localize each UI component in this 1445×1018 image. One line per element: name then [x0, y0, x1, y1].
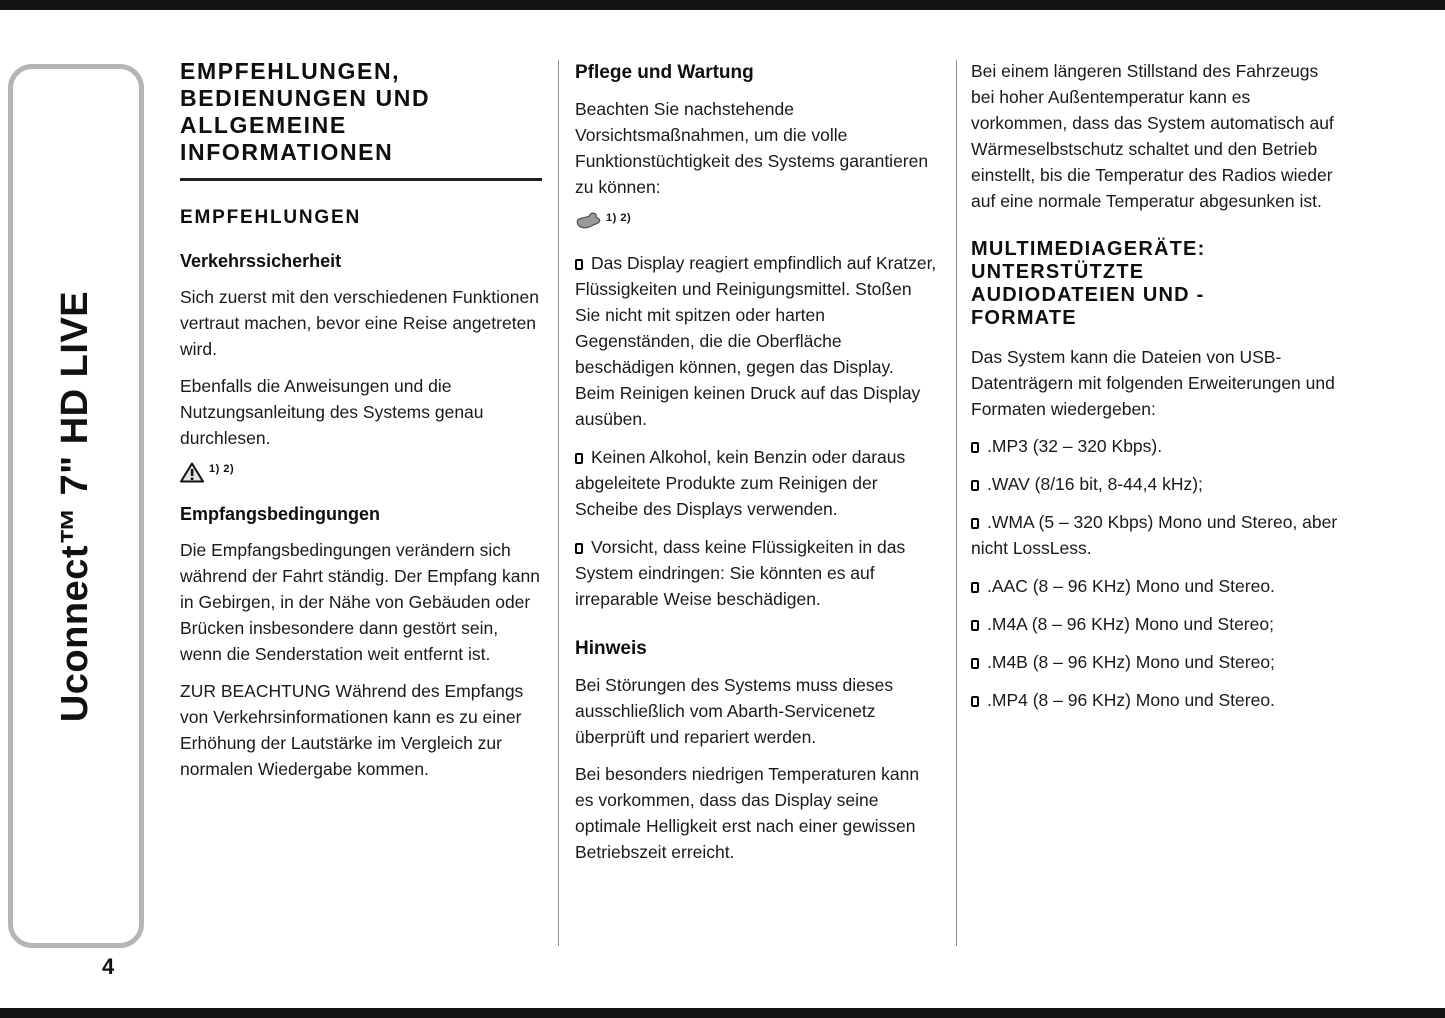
list-item	[575, 534, 937, 612]
list-item	[575, 444, 937, 522]
list-item	[971, 471, 1341, 497]
hand-care-icon	[575, 211, 601, 234]
bottom-border-bar	[0, 1008, 1445, 1018]
subsection-title-pflege-und-wartung: Pflege und Wartung	[575, 62, 754, 83]
subsection-title-hinweis: Hinweis	[575, 638, 647, 659]
list-item-text: .MP4 (8 – 96 KHz) Mono und Stereo.	[987, 690, 1275, 710]
list-item-text: .WAV (8/16 bit, 8-44,4 kHz);	[987, 474, 1203, 494]
column-2	[575, 58, 937, 876]
list-item-text: .AAC (8 – 96 KHz) Mono und Stereo.	[987, 576, 1275, 596]
paragraph: Sich zuerst mit den verschiedenen Funktionen vertraut machen, bevor eine Reise angetreten wird.	[180, 287, 539, 359]
list-item	[971, 649, 1341, 675]
list-item	[971, 509, 1341, 561]
warning-note-line	[180, 462, 542, 488]
page-number: 4	[102, 954, 115, 979]
list-item-text: Das Display reagiert empfindlich auf Kratzer, Flüssigkeiten und Reinigungsmittel. Stoßen Sie nicht mit spitzen oder harten Gegenständen, die die Oberfläche beschädigen können, gegen das Display. Beim Reinigen keinen Druck auf das Display ausüben.	[575, 253, 937, 429]
note-references: 1) 2)	[606, 212, 632, 224]
paragraph: Beachten Sie nachstehende Vorsichtsmaßnahmen, um die volle Funktionstüchtigkeit des Systems garantieren zu können:	[575, 99, 929, 197]
paragraph: Bei Störungen des Systems muss dieses ausschließlich vom Abarth-Servicenetz überprüft und repariert werden.	[575, 675, 894, 747]
subsection-title-verkehrssicherheit: Verkehrssicherheit	[180, 251, 342, 271]
note-references: 1) 2)	[209, 463, 235, 475]
square-bullet-icon	[575, 259, 583, 270]
column-divider	[956, 60, 957, 946]
square-bullet-icon	[971, 518, 979, 529]
subsection-title-empfangsbedingungen: Empfangsbedingungen	[180, 504, 380, 524]
list-item-text: .M4A (8 – 96 KHz) Mono und Stereo;	[987, 614, 1274, 634]
square-bullet-icon	[971, 620, 979, 631]
list-item-text: Keinen Alkohol, kein Benzin oder daraus abgeleitete Produkte zum Reinigen der Scheibe des Displays verwenden.	[575, 447, 906, 519]
square-bullet-icon	[971, 480, 979, 491]
paragraph: Ebenfalls die Anweisungen und die Nutzungsanleitung des Systems genau durchlesen.	[180, 376, 484, 448]
list-item	[971, 433, 1341, 459]
paragraph: Das System kann die Dateien von USB-Datenträgern mit folgenden Erweiterungen und Formaten wiedergeben:	[971, 347, 1335, 419]
list-item-text: .MP3 (32 – 320 Kbps).	[987, 436, 1163, 456]
list-item-text: .M4B (8 – 96 KHz) Mono und Stereo;	[987, 652, 1275, 672]
column-3	[971, 58, 1341, 725]
section-title-empfehlungen: EMPFEHLUNGEN	[180, 207, 361, 228]
paragraph: ZUR BEACHTUNG Während des Empfangs von Verkehrsinformationen kann es zu einer Erhöhung der Lautstärke im Vergleich zur normalen Wiedergabe kommen.	[180, 681, 524, 779]
list-item-text: Vorsicht, dass keine Flüssigkeiten in das System eindringen: Sie könnten es auf irreparable Weise beschädigen.	[575, 537, 906, 609]
chapter-title-vertical: Uconnect™ 7" HD LIVE	[54, 290, 97, 722]
paragraph: Bei einem längeren Stillstand des Fahrzeugs bei hoher Außentemperatur kann es vorkommen, dass das System automatisch auf Wärmeselbstschutz schaltet und den Betrieb einstellt, bis die Temperatur des Radios wieder auf eine normale Temperatur abgesunken ist.	[971, 61, 1334, 211]
square-bullet-icon	[575, 453, 583, 464]
section-title-multimediageraete: MULTIMEDIAGERÄTE: UNTERSTÜTZTE AUDIODATEIEN UND -FORMATE	[971, 238, 1206, 329]
square-bullet-icon	[971, 442, 979, 453]
care-note-line	[575, 211, 937, 234]
warning-triangle-icon	[180, 462, 204, 488]
column-1	[180, 58, 542, 793]
paragraph: Bei besonders niedrigen Temperaturen kann es vorkommen, dass das Display seine optimale Helligkeit erst nach einer gewissen Betriebszeit erreicht.	[575, 764, 920, 862]
list-item	[971, 573, 1341, 599]
column-divider	[558, 60, 559, 946]
top-border-bar	[0, 0, 1445, 10]
square-bullet-icon	[575, 543, 583, 554]
paragraph: Die Empfangsbedingungen verändern sich während der Fahrt ständig. Der Empfang kann in Gebirgen, in der Nähe von Gebäuden oder Brücken insbesondere dann gestört sein, wenn die Senderstation weit entfernt ist.	[180, 540, 540, 664]
square-bullet-icon	[971, 582, 979, 593]
list-item	[575, 250, 937, 432]
square-bullet-icon	[971, 696, 979, 707]
page-title: EMPFEHLUNGEN, BEDIENUNGEN UND ALLGEMEINE INFORMATIONEN	[180, 58, 542, 181]
list-item	[971, 687, 1341, 713]
chapter-tab	[8, 64, 144, 948]
list-item	[971, 611, 1341, 637]
square-bullet-icon	[971, 658, 979, 669]
list-item-text: .WMA (5 – 320 Kbps) Mono und Stereo, aber nicht LossLess.	[971, 512, 1338, 558]
